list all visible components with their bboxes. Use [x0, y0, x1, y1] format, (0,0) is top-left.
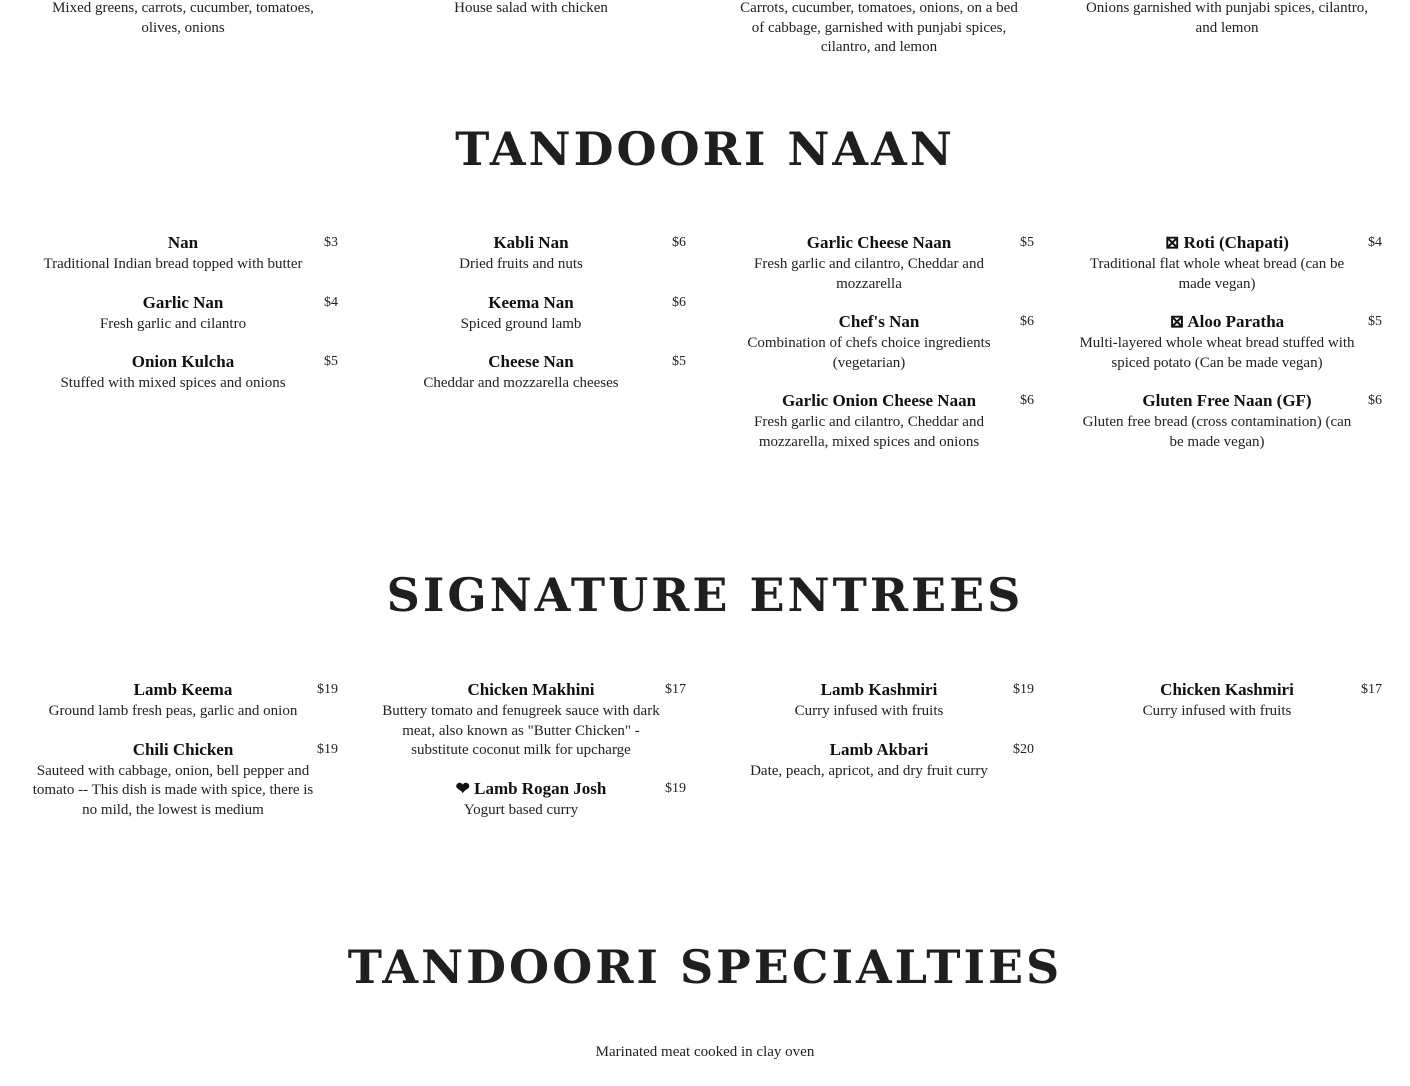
naan-column: [724, 231, 1034, 468]
item-description: Sauteed with cabbage, onion, bell pepper and tomato -- This dish is made with spice, there is no mild, the lowest is medium: [32, 762, 314, 818]
section-title-signature-entrees: SIGNATURE ENTREES: [386, 568, 1024, 622]
item-price: $6: [672, 235, 686, 250]
item-name: Lamb Keema: [133, 680, 233, 699]
menu-item: [376, 231, 686, 275]
item-name: Chili Chicken: [132, 739, 234, 759]
item-name: Gluten Free Naan (GF): [1142, 391, 1312, 410]
salad-column: [724, 0, 1034, 58]
menu-item: [376, 678, 686, 761]
menu-item: [376, 777, 686, 821]
item-description: Curry infused with fruits: [1142, 703, 1292, 719]
item-name: ⊠ Aloo Paratha: [1169, 312, 1285, 331]
item-description: Fresh garlic and cilantro, Cheddar and mozzarella, mixed spices and onions: [754, 414, 984, 450]
menu-item: [376, 291, 686, 335]
item-price: $20: [1013, 741, 1034, 757]
item-description: House salad with chicken: [454, 0, 608, 16]
menu-item: [724, 310, 1034, 373]
entrees-column: [724, 678, 1034, 836]
item-description: Gluten free bread (cross contamination) (can be made vegan): [1082, 414, 1352, 450]
item-name: Onion Kulcha: [131, 352, 235, 371]
entrees-column: [376, 678, 686, 836]
menu-item: [28, 231, 338, 275]
item-description: Combination of chefs choice ingredients (vegetarian): [747, 335, 991, 371]
item-price: $6: [672, 294, 686, 310]
naan-column: [376, 231, 686, 468]
salad-column: [376, 0, 686, 58]
item-name: Garlic Nan: [142, 292, 224, 312]
item-description: Multi-layered whole wheat bread stuffed with spiced potato (Can be made vegan): [1079, 335, 1355, 371]
section-title-tandoori-specialties: TANDOORI SPECIALTIES: [347, 940, 1063, 994]
item-description: Traditional flat whole wheat bread (can be made vegan): [1089, 256, 1345, 292]
item-price: $3: [324, 235, 338, 250]
item-price: $5: [1020, 235, 1034, 250]
entrees-column: [1072, 678, 1382, 836]
item-price: $19: [1013, 682, 1034, 697]
item-price: $4: [324, 294, 338, 310]
item-name: Kabli Nan: [493, 233, 569, 252]
item-price: $5: [1368, 314, 1382, 329]
item-description: Dried fruits and nuts: [459, 256, 583, 272]
item-price: $19: [317, 741, 338, 757]
item-name: Nan: [167, 233, 199, 252]
item-description: Curry infused with fruits: [794, 703, 944, 719]
menu-item: [724, 231, 1034, 294]
item-name: Chicken Kashmiri: [1160, 680, 1294, 699]
salad-row: [28, 0, 1382, 58]
item-price: $6: [1368, 393, 1382, 408]
item-name: Keema Nan: [488, 292, 574, 312]
item-price: $6: [1020, 393, 1034, 408]
item-name: Garlic Onion Cheese Naan: [781, 391, 977, 410]
item-description: Traditional Indian bread topped with butter: [43, 256, 303, 272]
item-price: $5: [324, 354, 338, 369]
menu-item: [724, 678, 1034, 722]
salad-column: [28, 0, 338, 58]
item-price: $19: [317, 682, 338, 697]
item-name: Cheese Nan: [488, 352, 574, 371]
item-name: Garlic Cheese Naan: [806, 233, 952, 252]
item-name: Lamb Akbari: [829, 739, 929, 759]
naan-column: [1072, 231, 1382, 468]
item-price: $17: [665, 682, 686, 697]
item-description: Mixed greens, carrots, cucumber, tomatoes, olives, onions: [52, 0, 314, 36]
menu-item: [28, 350, 338, 394]
item-description: Cheddar and mozzarella cheeses: [423, 375, 619, 391]
menu-item: [28, 738, 338, 821]
item-price: $6: [1020, 314, 1034, 329]
item-description: Fresh garlic and cilantro: [99, 315, 247, 332]
item-price: $17: [1361, 682, 1382, 697]
item-name: ❤ Lamb Rogan Josh: [455, 778, 607, 798]
item-description: Spiced ground lamb: [460, 315, 582, 332]
item-description: Ground lamb fresh peas, garlic and onion: [48, 703, 298, 719]
item-name: Chef's Nan: [838, 312, 920, 331]
item-description: Stuffed with mixed spices and onions: [60, 375, 286, 391]
item-price: $5: [672, 354, 686, 369]
salad-column: [1072, 0, 1382, 58]
item-description: Yogurt based curry: [463, 801, 579, 818]
naan-column: [28, 231, 338, 468]
menu-item: [724, 738, 1034, 782]
menu-item: [1072, 231, 1382, 294]
entrees-grid: [28, 678, 1382, 836]
item-name: ⊠ Roti (Chapati): [1165, 233, 1289, 252]
menu-item: [1072, 310, 1382, 373]
item-description: Onions garnished with punjabi spices, cilantro, and lemon: [1085, 0, 1369, 36]
menu-item: [1072, 678, 1382, 722]
menu-item: [28, 291, 338, 335]
section-title-tandoori-naan: TANDOORI NAAN: [455, 122, 955, 176]
item-description: Buttery tomato and fenugreek sauce with dark meat, also known as "Butter Chicken" - substitute coconut milk for upcharge: [382, 703, 660, 758]
menu-item: [724, 389, 1034, 452]
item-description: Fresh garlic and cilantro, Cheddar and mozzarella: [754, 256, 984, 292]
section-subtitle: Marinated meat cooked in clay oven: [595, 1044, 815, 1060]
item-name: Chicken Makhini: [467, 680, 595, 699]
item-price: $4: [1368, 235, 1382, 250]
item-description: Date, peach, apricot, and dry fruit curry: [750, 762, 988, 779]
item-description: Carrots, cucumber, tomatoes, onions, on a bed of cabbage, garnished with punjabi spices, cilantro, and lemon: [740, 0, 1018, 55]
naan-grid: [28, 231, 1382, 468]
entrees-column: [28, 678, 338, 836]
item-price: $19: [665, 780, 686, 796]
menu-item: [376, 350, 686, 394]
menu-item: [28, 678, 338, 722]
menu-item: [1072, 389, 1382, 452]
item-name: Lamb Kashmiri: [820, 680, 938, 699]
